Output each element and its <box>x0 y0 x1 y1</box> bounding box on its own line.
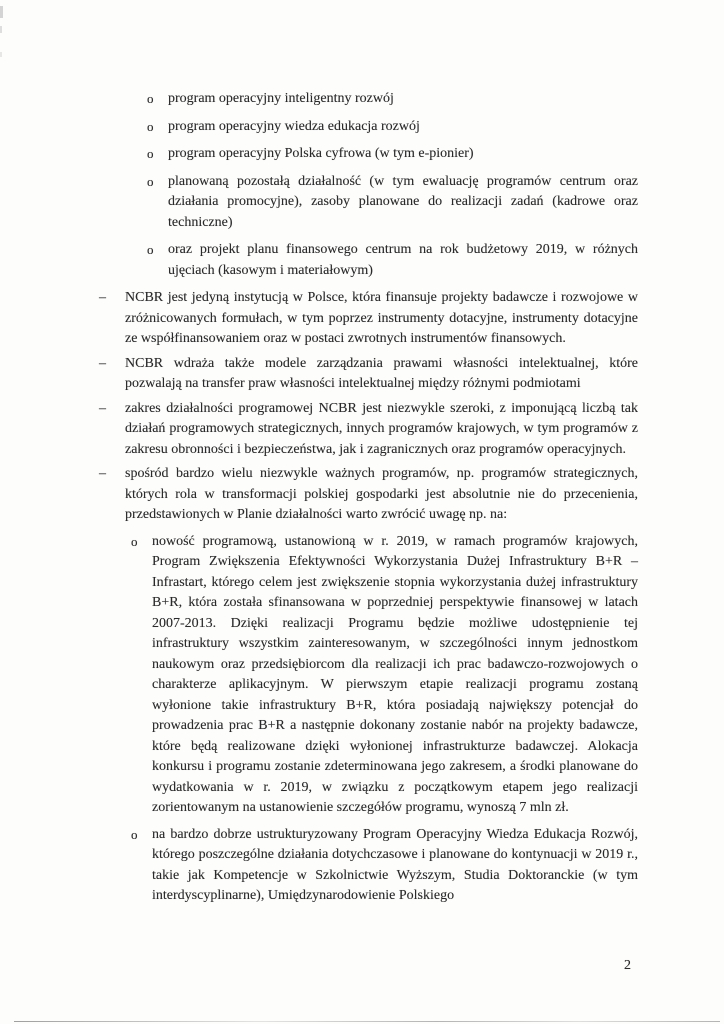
dash-bullet-marker: – <box>99 355 106 371</box>
sub-bullet-item <box>0 532 724 819</box>
dash-item-text: NCBR wdraża także modele zarządzania prawami własności intelektualnej, które pozwalają na transfer praw własności intelektualnej między różnymi podmiotami <box>125 355 638 391</box>
sub-bullet-item <box>0 825 724 907</box>
dash-item-text: zakres działalności programowej NCBR jest niezwykle szeroki, z imponującą liczbą tak działań programowych strategicznych, innych programów krajowych, w tym programów z zakresu obronności i bezpieczeństwa, jak i zagranicznych oraz programów operacyjnych. <box>125 400 638 457</box>
scan-artifact-left-edge <box>0 26 2 33</box>
dash-bullet-marker: – <box>99 466 106 481</box>
dash-item <box>0 288 724 350</box>
dash-item <box>0 464 724 526</box>
bullet-text: planowaną pozostałą działalność (w tym ewaluację programów centrum oraz działania promocyjne), zasoby planowane do realizacji zadań (kadrowe oraz techniczne) <box>168 173 638 230</box>
bullet-item <box>0 144 724 165</box>
dash-bullet-marker: – <box>99 400 106 416</box>
bullet-text: program operacyjny Polska cyfrowa (w tym e-pionier) <box>168 146 474 161</box>
circle-bullet-marker: o <box>147 173 154 189</box>
bullet-text: program operacyjny wiedza edukacja rozwój <box>168 118 420 134</box>
page-number: 2 <box>624 958 631 973</box>
dash-item-text: spośród bardzo wielu niezwykle ważnych programów, np. programów strategicznych, których rola w transformacji polskiej gospodarki jest absolutnie nie do przecenienia, przedstawionych w Planie działalności warto zwrócić uwagę np. na: <box>125 466 638 522</box>
circle-bullet-marker: o <box>147 242 154 257</box>
circle-bullet-marker: o <box>147 146 154 161</box>
scan-artifact-left-edge <box>0 52 2 57</box>
page-content <box>0 89 724 913</box>
sub-bullet-text: na bardzo dobrze ustrukturyzowany Program Operacyjny Wiedza Edukacja Rozwój, którego poszczególne działania dotychczasowe i planowane do kontynuacji w 2019 r., takie jak Kompetencje w Szkolnictwie Wyższym, Studia Doktoranckie (w tym interdyscyplinarne), Umiędzynarodowienie Polskiego <box>152 826 638 903</box>
circle-bullet-marker: o <box>131 533 138 549</box>
bullet-text: oraz projekt planu finansowego centrum na rok budżetowy 2019, w różnych ujęciach (kasowym i materiałowym) <box>168 242 638 278</box>
bullet-item <box>0 117 724 138</box>
bullet-item <box>0 89 724 110</box>
circle-bullet-marker: o <box>147 91 154 106</box>
bullet-item <box>0 240 724 281</box>
scan-artifact-bottom-edge <box>14 1021 720 1022</box>
dash-item-text: NCBR jest jedyną instytucją w Polsce, która finansuje projekty badawcze i rozwojowe w zróżnicowanych formułach, w tym poprzez instrumenty dotacyjne, instrumenty dotacyjne ze współfinansowaniem oraz w postaci zwrotnych instrumentów finansowych. <box>125 290 638 346</box>
bullet-item <box>0 172 724 234</box>
dash-item <box>0 399 724 461</box>
dash-bullet-marker: – <box>99 290 106 305</box>
circle-bullet-marker: o <box>131 826 138 842</box>
circle-bullet-marker: o <box>147 118 154 134</box>
dash-item <box>0 354 724 395</box>
bullet-text: program operacyjny inteligentny rozwój <box>168 91 394 106</box>
scan-artifact-left-edge <box>0 6 3 18</box>
sub-bullet-text: nowość programową, ustanowioną w r. 2019, w ramach programów krajowych, Program Zwiększenia Efektywności Wykorzystania Dużej Infrastruktury B+R – Infrastart, którego celem jest zwiększenie stopnia wykorzystania dużej infrastruktury B+R, która została sfinansowana w poprzedniej perspektywie finansowej w latach 2007-2013. Dzięki realizacji Programu będzie możliwe udostępnienie tej infrastruktury wszystkim zainteresowanym, w szczególności innym jednostkom naukowym oraz przedsiębiorcom dla realizacji ich prac badawczo-rozwojowych o charakterze aplikacyjnym. W pierwszym etapie realizacji programu zostaną wyłonione takie infrastruktury B+R, która posiadają największy potencjał do prowadzenia prac B+R a następnie dokonany zostanie nabór na projekty badawcze, które będą realizowane dzięki wyłonionej infrastrukturze badawczej. Alokacja konkursu i programu zostanie zdeterminowana jego zakresem, a środki planowane do wydatkowania w r. 2019, w związku z początkowym etapem jego realizacji zorientowanym na ustanowienie szczegółów programu, wynoszą 7 mln zł. <box>152 533 638 815</box>
